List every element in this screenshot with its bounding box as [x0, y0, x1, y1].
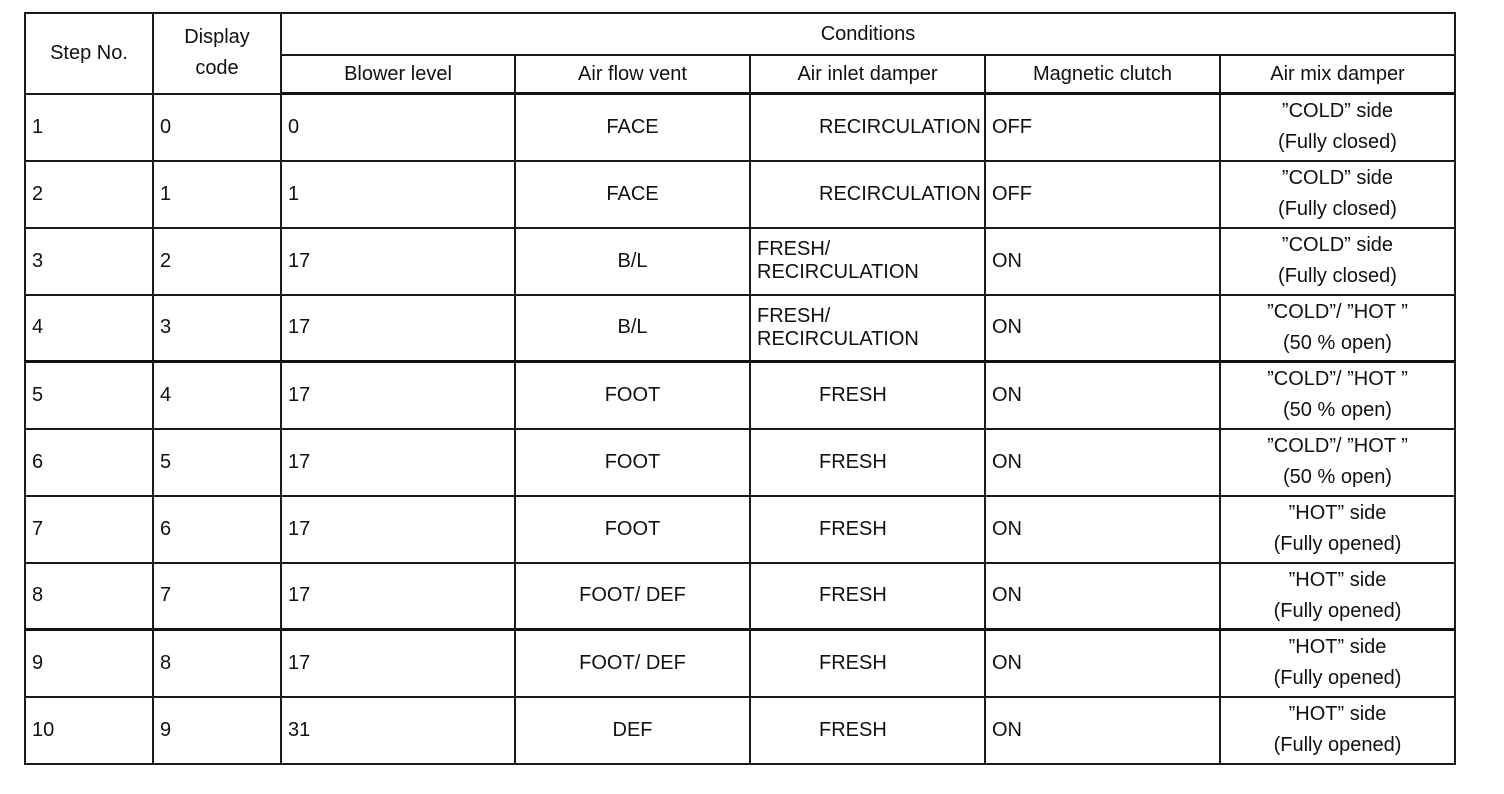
air-mix-line2: (50 % open) — [1283, 331, 1392, 354]
blower-level-cell: 0 — [281, 94, 515, 161]
air-inlet-line1: FRESH — [819, 718, 887, 741]
air-mix-line2: (Fully closed) — [1278, 131, 1397, 154]
display-code-cell: 3 — [153, 295, 281, 362]
air-flow-vent-cell: B/L — [515, 228, 750, 295]
step-no-cell: 3 — [25, 228, 153, 295]
step-no-cell: 4 — [25, 295, 153, 362]
table-row — [25, 228, 1455, 295]
air-mix-damper-cell — [1220, 563, 1455, 630]
air-mix-line1: ”COLD” side — [1281, 234, 1394, 256]
air-mix-line1: ”COLD”/ ”HOT ” — [1267, 300, 1408, 323]
blower-level-cell: 1 — [281, 161, 515, 228]
air-inlet-line2: RECIRCULATION — [757, 327, 919, 350]
air-mix-line2: (Fully opened) — [1273, 533, 1402, 555]
air-mix-line2: (50 % open) — [1283, 399, 1392, 422]
magnetic-clutch-cell: ON — [985, 697, 1220, 764]
air-inlet-line2: RECIRCULATION — [757, 261, 919, 283]
air-mix-line1: ”HOT” side — [1288, 502, 1387, 524]
table-header — [25, 13, 1455, 94]
air-inlet-line1: FRESH — [819, 517, 887, 540]
air-inlet-damper-cell — [750, 295, 985, 362]
blower-level-cell: 17 — [281, 496, 515, 563]
display-code-cell: 2 — [153, 228, 281, 295]
air-mix-damper-cell — [1220, 697, 1455, 764]
air-inlet-line1: RECIRCULATION — [819, 182, 981, 205]
air-inlet-damper-cell — [750, 429, 985, 496]
display-code-cell: 4 — [153, 362, 281, 429]
display-code-cell: 6 — [153, 496, 281, 563]
air-inlet-damper-cell — [750, 697, 985, 764]
blower-level-cell: 17 — [281, 630, 515, 697]
step-no-cell: 1 — [25, 94, 153, 161]
table-row — [25, 94, 1455, 161]
blower-level-cell: 17 — [281, 362, 515, 429]
air-mix-damper-cell — [1220, 94, 1455, 161]
air-mix-line2: (Fully closed) — [1278, 265, 1397, 287]
air-inlet-damper-cell — [750, 563, 985, 630]
air-mix-damper-cell — [1220, 295, 1455, 362]
air-flow-vent-cell: FOOT/ DEF — [515, 563, 750, 630]
step-no-cell: 8 — [25, 563, 153, 630]
air-inlet-line1: FRESH — [819, 651, 887, 674]
air-mix-damper-cell — [1220, 362, 1455, 429]
display-code-cell: 8 — [153, 630, 281, 697]
blower-level-cell: 17 — [281, 228, 515, 295]
header-step-no: Step No. — [25, 13, 153, 94]
step-no-cell: 6 — [25, 429, 153, 496]
air-mix-line1: ”COLD” side — [1281, 167, 1394, 189]
air-mix-damper-cell — [1220, 161, 1455, 228]
table-row — [25, 496, 1455, 563]
table-row — [25, 630, 1455, 697]
air-mix-line1: ”HOT” side — [1288, 568, 1387, 591]
air-flow-vent-cell: FACE — [515, 161, 750, 228]
air-mix-damper-cell — [1220, 630, 1455, 697]
magnetic-clutch-cell: ON — [985, 228, 1220, 295]
air-mix-line2: (50 % open) — [1283, 466, 1392, 488]
air-mix-line1: ”HOT” side — [1288, 703, 1387, 725]
air-inlet-damper-cell — [750, 228, 985, 295]
air-flow-vent-cell: FOOT — [515, 496, 750, 563]
air-flow-vent-cell: FACE — [515, 94, 750, 161]
header-air-flow-vent: Air flow vent — [515, 55, 750, 94]
air-mix-line1: ”COLD”/ ”HOT ” — [1267, 368, 1408, 391]
air-inlet-line1: RECIRCULATION — [819, 115, 981, 138]
table-row — [25, 563, 1455, 630]
air-mix-line2: (Fully opened) — [1273, 734, 1402, 756]
blower-level-cell: 17 — [281, 563, 515, 630]
air-inlet-damper-cell — [750, 496, 985, 563]
display-code-cell: 5 — [153, 429, 281, 496]
blower-level-cell: 31 — [281, 697, 515, 764]
display-code-cell: 7 — [153, 563, 281, 630]
magnetic-clutch-cell: ON — [985, 429, 1220, 496]
header-conditions: Conditions — [281, 13, 1455, 55]
header-display-code — [153, 13, 281, 94]
air-inlet-damper-cell — [750, 362, 985, 429]
air-mix-damper-cell — [1220, 496, 1455, 563]
header-air-inlet-damper: Air inlet damper — [750, 55, 985, 94]
air-mix-line2: (Fully closed) — [1278, 198, 1397, 220]
header-display-code-line2: code — [195, 57, 239, 80]
air-inlet-damper-cell — [750, 630, 985, 697]
magnetic-clutch-cell: OFF — [985, 94, 1220, 161]
air-flow-vent-cell: B/L — [515, 295, 750, 362]
air-mix-line1: ”HOT” side — [1288, 636, 1387, 659]
display-code-cell: 1 — [153, 161, 281, 228]
step-no-cell: 9 — [25, 630, 153, 697]
air-mix-line2: (Fully opened) — [1273, 599, 1402, 622]
step-no-cell: 5 — [25, 362, 153, 429]
air-flow-vent-cell: DEF — [515, 697, 750, 764]
table-row — [25, 362, 1455, 429]
header-magnetic-clutch: Magnetic clutch — [985, 55, 1220, 94]
conditions-table — [24, 12, 1456, 765]
step-no-cell: 7 — [25, 496, 153, 563]
air-inlet-line1: FRESH/ — [757, 304, 831, 327]
magnetic-clutch-cell: ON — [985, 630, 1220, 697]
air-mix-line2: (Fully opened) — [1273, 667, 1402, 690]
magnetic-clutch-cell: OFF — [985, 161, 1220, 228]
air-inlet-line1: FRESH/ — [757, 238, 831, 260]
header-display-code-line1: Display — [184, 26, 250, 49]
step-no-cell: 10 — [25, 697, 153, 764]
air-mix-line1: ”COLD” side — [1281, 100, 1394, 123]
magnetic-clutch-cell: ON — [985, 496, 1220, 563]
air-mix-line1: ”COLD”/ ”HOT ” — [1267, 435, 1408, 457]
header-blower-level: Blower level — [281, 55, 515, 94]
air-inlet-line1: FRESH — [819, 383, 887, 406]
table-row — [25, 697, 1455, 764]
air-flow-vent-cell: FOOT — [515, 429, 750, 496]
table-row — [25, 295, 1455, 362]
air-flow-vent-cell: FOOT — [515, 362, 750, 429]
air-inlet-damper-cell — [750, 94, 985, 161]
table-row — [25, 429, 1455, 496]
table-row — [25, 161, 1455, 228]
magnetic-clutch-cell: ON — [985, 295, 1220, 362]
display-code-cell: 9 — [153, 697, 281, 764]
air-mix-damper-cell — [1220, 228, 1455, 295]
air-inlet-line1: FRESH — [819, 584, 887, 607]
blower-level-cell: 17 — [281, 429, 515, 496]
air-inlet-line1: FRESH — [819, 450, 887, 473]
air-inlet-damper-cell — [750, 161, 985, 228]
step-no-cell: 2 — [25, 161, 153, 228]
blower-level-cell: 17 — [281, 295, 515, 362]
display-code-cell: 0 — [153, 94, 281, 161]
magnetic-clutch-cell: ON — [985, 563, 1220, 630]
header-air-mix-damper: Air mix damper — [1220, 55, 1455, 94]
air-flow-vent-cell: FOOT/ DEF — [515, 630, 750, 697]
table-body — [25, 94, 1455, 764]
magnetic-clutch-cell: ON — [985, 362, 1220, 429]
air-mix-damper-cell — [1220, 429, 1455, 496]
